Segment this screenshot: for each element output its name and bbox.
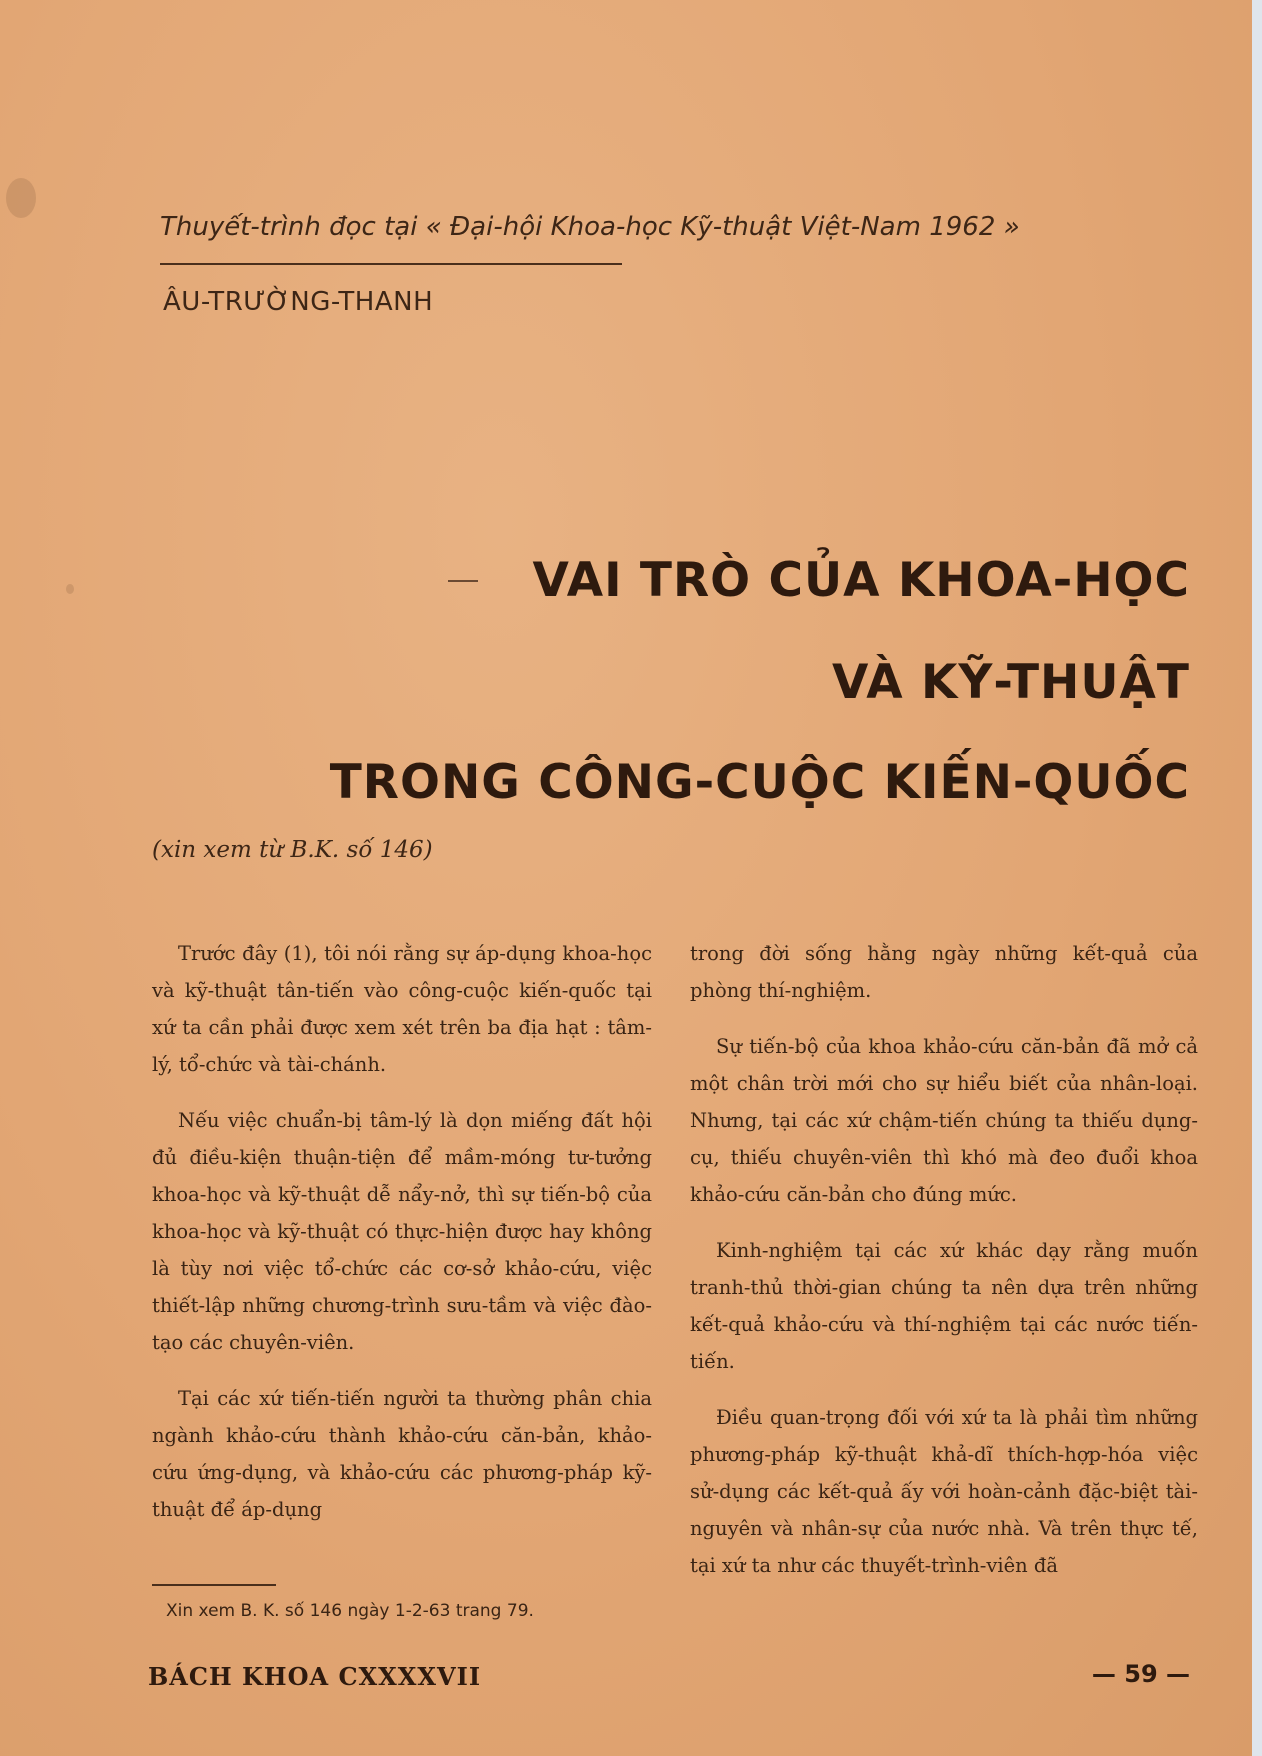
- magazine-issue: BÁCH KHOA CXXXXVII: [148, 1662, 482, 1691]
- paragraph: Điều quan-trọng đối với xứ ta là phải tìm những phương-pháp kỹ-thuật khả-dĩ thích-hợp-hóa việc sử-dụng các kết-quả ấy với hoàn-cảnh đặc-biệt tài-nguyên và nhân-sự của nước nhà. Và trên thực tế, tại xứ ta như các thuyết-trình-viên đã: [690, 1406, 1198, 1577]
- subtitle: Thuyết-trình đọc tại « Đại-hội Khoa-học Kỹ-thuật Việt-Nam 1962 »: [160, 212, 1020, 242]
- decorative-dash: [448, 580, 478, 582]
- paragraph: Kinh-nghiệm tại các xứ khác dạy rằng muốn tranh-thủ thời-gian chúng ta nên dựa trên những kết-quả khảo-cứu và thí-nghiệm tại các nước tiến-tiến.: [690, 1239, 1198, 1373]
- footnote-divider: [152, 1584, 276, 1586]
- right-column: [690, 935, 1198, 1603]
- paragraph: Nếu việc chuẩn-bị tâm-lý là dọn miếng đất hội đủ điều-kiện thuận-tiện để mầm-móng tư-tưởng khoa-học và kỹ-thuật dễ nẩy-nở, thì sự tiến-bộ của khoa-học và kỹ-thuật có thực-hiện được hay không là tùy nơi việc tổ-chức các cơ-sở khảo-cứu, việc thiết-lập những chương-trình sưu-tầm và việc đào-tạo các chuyên-viên.: [152, 1109, 652, 1354]
- paper-stain: [6, 178, 36, 218]
- article-title-line-1: VAI TRÒ CỦA KHOA-HỌC: [532, 553, 1190, 608]
- page-number: — 59 —: [1091, 1660, 1190, 1688]
- paragraph: Trước đây (1), tôi nói rằng sự áp-dụng khoa-học và kỹ-thuật tân-tiến vào công-cuộc kiến-quốc tại xứ ta cần phải được xem xét trên ba địa hạt : tâm-lý, tổ-chức và tài-chánh.: [152, 942, 652, 1076]
- author-name: ÂU-TRƯỜNG-THANH: [163, 287, 434, 317]
- paragraph: trong đời sống hằng ngày những kết-quả của phòng thí-nghiệm.: [690, 942, 1198, 1002]
- page-edge: [1252, 0, 1262, 1756]
- paragraph: Tại các xứ tiến-tiến người ta thường phân chia ngành khảo-cứu thành khảo-cứu căn-bản, khảo-cứu ứng-dụng, và khảo-cứu các phương-pháp kỹ-thuật để áp-dụng: [152, 1387, 652, 1521]
- footnote: Xin xem B. K. số 146 ngày 1-2-63 trang 79.: [166, 1601, 534, 1621]
- continuation-reference: (xin xem từ B.K. số 146): [152, 837, 433, 863]
- paper-stain: [66, 584, 74, 594]
- article-title-line-2: VÀ KỸ-THUẬT: [832, 655, 1190, 710]
- divider: [160, 263, 622, 265]
- paragraph: Sự tiến-bộ của khoa khảo-cứu căn-bản đã mở cả một chân trời mới cho sự hiểu biết của nhân-loại. Nhưng, tại các xứ chậm-tiến chúng ta thiếu dụng-cụ, thiếu chuyên-viên thì khó mà đeo đuổi khoa khảo-cứu căn-bản cho đúng mức.: [690, 1035, 1198, 1206]
- article-title-line-3: TRONG CÔNG-CUỘC KIẾN-QUỐC: [329, 755, 1190, 810]
- left-column: [152, 935, 652, 1547]
